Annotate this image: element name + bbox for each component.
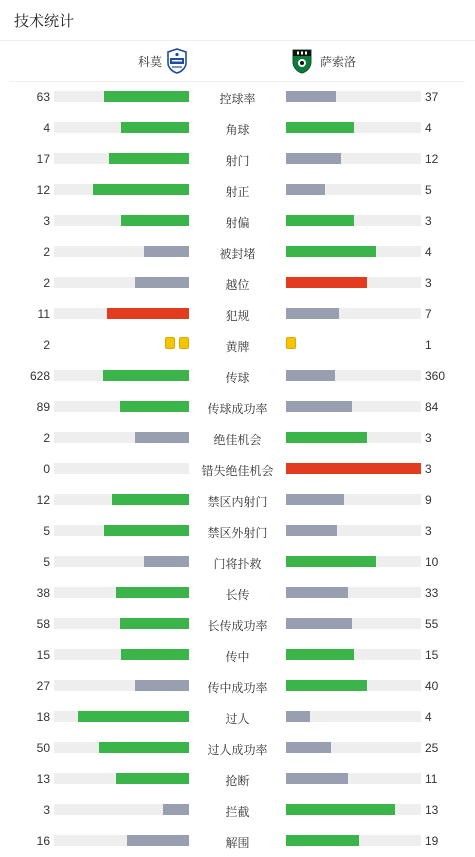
home-stat-bar-fill (121, 122, 189, 133)
stat-label: 禁区内射门 (207, 495, 268, 509)
home-stat-bar-fill (116, 587, 189, 598)
stat-label: 越位 (225, 278, 250, 292)
stat-row (0, 733, 475, 764)
home-stat-bar (54, 525, 189, 536)
home-stat-value: 16 (36, 834, 50, 848)
away-team-logo-icon (291, 48, 313, 74)
home-stat-bar (54, 184, 189, 195)
away-stat-bar (286, 277, 421, 288)
away-stat-bar (286, 401, 421, 412)
home-stat-bar (54, 711, 189, 722)
away-stat-bar-fill (286, 525, 337, 536)
away-stat-value: 55 (425, 617, 439, 631)
stat-label: 过人成功率 (207, 743, 268, 757)
away-stat-bar-fill (286, 463, 421, 474)
stat-row (0, 454, 475, 485)
home-stat-value: 15 (36, 648, 50, 662)
stat-label: 角球 (225, 123, 250, 137)
home-stat-value: 2 (43, 338, 50, 352)
stat-label: 被封堵 (219, 247, 256, 261)
home-stat-value: 12 (36, 493, 50, 507)
away-stat-value: 12 (425, 152, 439, 166)
away-stat-bar-fill (286, 153, 341, 164)
home-stat-bar (54, 432, 189, 443)
away-stat-bar (286, 587, 421, 598)
home-stat-bar-fill (135, 432, 189, 443)
home-stat-value: 3 (43, 214, 50, 228)
away-stat-value: 4 (425, 245, 432, 259)
home-stat-bar-fill (103, 370, 189, 381)
stat-row (0, 330, 475, 361)
home-yellow-cards (165, 337, 189, 350)
away-stat-value: 15 (425, 648, 439, 662)
away-stat-bar-fill (286, 308, 339, 319)
away-stat-value: 19 (425, 834, 439, 848)
home-stat-value: 63 (36, 90, 50, 104)
home-stat-bar (54, 277, 189, 288)
home-stat-bar (54, 835, 189, 846)
home-stat-bar (54, 804, 189, 815)
away-stat-value: 13 (425, 803, 439, 817)
away-stat-value: 3 (425, 431, 432, 445)
away-stat-bar (286, 680, 421, 691)
home-stat-bar (54, 215, 189, 226)
away-stat-bar (286, 618, 421, 629)
home-stat-bar (54, 463, 189, 474)
stat-label: 门将扑救 (213, 557, 262, 571)
stat-label: 长传 (225, 588, 250, 602)
stat-row (0, 516, 475, 547)
home-stat-bar-fill (78, 711, 189, 722)
stat-row (0, 423, 475, 454)
stat-row (0, 826, 475, 857)
home-stat-bar-fill (121, 215, 189, 226)
home-stat-value: 4 (43, 121, 50, 135)
away-stat-bar-fill (286, 649, 354, 660)
away-stat-value: 40 (425, 679, 439, 693)
away-stat-bar (286, 494, 421, 505)
away-stat-bar (286, 432, 421, 443)
away-stat-bar-fill (286, 773, 348, 784)
divider (0, 40, 475, 41)
stat-label: 传球成功率 (207, 402, 268, 416)
away-stat-value: 360 (425, 369, 446, 383)
home-stat-bar-fill (127, 835, 189, 846)
stat-label: 解围 (225, 836, 250, 850)
away-stat-value: 10 (425, 555, 439, 569)
away-stat-bar (286, 184, 421, 195)
home-stat-value: 2 (43, 276, 50, 290)
away-stat-value: 7 (425, 307, 432, 321)
home-stat-value: 27 (36, 679, 50, 693)
home-stat-value: 11 (37, 307, 50, 321)
stat-label: 禁区外射门 (207, 526, 268, 540)
stat-label: 绝佳机会 (213, 433, 262, 447)
away-stat-bar-fill (286, 91, 336, 102)
home-stat-bar (54, 246, 189, 257)
home-stat-bar (54, 401, 189, 412)
home-stat-value: 17 (36, 152, 50, 166)
home-stat-value: 3 (43, 803, 50, 817)
home-stat-bar (54, 308, 189, 319)
away-stat-value: 25 (425, 741, 439, 755)
away-stat-bar (286, 215, 421, 226)
away-stat-bar-fill (286, 711, 310, 722)
away-stat-bar (286, 122, 421, 133)
stat-row (0, 268, 475, 299)
away-stat-bar-fill (286, 370, 335, 381)
home-stat-value: 38 (36, 586, 50, 600)
away-stat-value: 84 (425, 400, 439, 414)
home-stat-bar (54, 370, 189, 381)
home-stat-value: 5 (43, 524, 50, 538)
stat-row (0, 237, 475, 268)
home-stat-bar (54, 122, 189, 133)
stat-row (0, 702, 475, 733)
away-stat-bar-fill (286, 122, 354, 133)
home-stat-bar-fill (99, 742, 189, 753)
away-stat-value: 4 (425, 121, 432, 135)
stat-row (0, 795, 475, 826)
away-stat-bar-fill (286, 246, 376, 257)
away-stat-bar-fill (286, 742, 331, 753)
home-stat-bar-fill (144, 246, 189, 257)
away-team-name: 萨索洛 (320, 55, 357, 69)
away-yellow-cards (286, 337, 296, 350)
away-stat-bar (286, 370, 421, 381)
stat-label: 犯规 (225, 309, 250, 323)
away-stat-value: 33 (425, 586, 439, 600)
stat-row (0, 671, 475, 702)
home-stat-bar (54, 556, 189, 567)
stat-row (0, 206, 475, 237)
away-stat-bar-fill (286, 556, 376, 567)
home-stat-bar-fill (116, 773, 189, 784)
stat-label: 射门 (225, 154, 250, 168)
stat-row (0, 547, 475, 578)
home-stat-bar (54, 680, 189, 691)
away-stat-value: 11 (425, 772, 438, 786)
home-stat-bar (54, 153, 189, 164)
stat-row (0, 144, 475, 175)
teams-header (0, 44, 475, 78)
yellow-card-icon (179, 337, 189, 349)
away-stat-bar (286, 91, 421, 102)
home-stat-bar (54, 91, 189, 102)
stat-row (0, 485, 475, 516)
away-stat-bar (286, 773, 421, 784)
stat-label: 抢断 (225, 774, 250, 788)
stat-row (0, 82, 475, 113)
home-stat-value: 0 (43, 462, 50, 476)
stat-row (0, 764, 475, 795)
stat-label: 黄牌 (225, 340, 250, 354)
away-stat-bar (286, 525, 421, 536)
away-stat-bar (286, 246, 421, 257)
away-stat-bar-fill (286, 401, 352, 412)
away-stat-bar-fill (286, 680, 367, 691)
home-stat-value: 12 (36, 183, 50, 197)
away-stat-value: 37 (425, 90, 439, 104)
away-stat-value: 5 (425, 183, 432, 197)
away-stat-bar (286, 463, 421, 474)
home-stat-value: 89 (36, 400, 50, 414)
home-stat-bar-fill (120, 401, 189, 412)
home-stat-value: 13 (36, 772, 50, 786)
stat-row (0, 175, 475, 206)
away-stat-bar-fill (286, 494, 344, 505)
home-team-logo-icon (166, 48, 188, 74)
stat-label: 传球 (225, 371, 250, 385)
page-title: 技术统计 (14, 13, 75, 30)
away-stat-bar (286, 711, 421, 722)
home-stat-bar-fill (163, 804, 189, 815)
away-stat-value: 1 (425, 338, 432, 352)
home-stat-bar-fill (135, 277, 189, 288)
away-stat-bar-fill (286, 587, 348, 598)
stat-row (0, 392, 475, 423)
stat-label: 传中 (225, 650, 250, 664)
stat-label: 控球率 (219, 92, 256, 106)
home-stat-value: 628 (29, 369, 50, 383)
stat-label: 传中成功率 (207, 681, 268, 695)
home-stat-bar-fill (120, 618, 189, 629)
stat-label: 射偏 (225, 216, 250, 230)
away-stat-bar-fill (286, 184, 325, 195)
yellow-card-icon (165, 337, 175, 349)
home-stat-bar-fill (107, 308, 189, 319)
home-stat-bar-fill (93, 184, 189, 195)
home-stat-bar (54, 773, 189, 784)
stat-label: 错失绝佳机会 (201, 464, 274, 478)
away-stat-bar (286, 742, 421, 753)
away-stat-bar (286, 649, 421, 660)
stat-row (0, 578, 475, 609)
stat-row (0, 113, 475, 144)
home-stat-bar-fill (104, 525, 189, 536)
stat-label: 长传成功率 (207, 619, 268, 633)
stats-list (0, 82, 475, 857)
home-stat-value: 2 (43, 431, 50, 445)
stat-label: 过人 (225, 712, 250, 726)
home-stat-bar-fill (135, 680, 189, 691)
stat-row (0, 640, 475, 671)
home-stat-bar-fill (144, 556, 189, 567)
home-stat-bar (54, 494, 189, 505)
away-stat-bar-fill (286, 835, 359, 846)
away-stat-bar-fill (286, 618, 352, 629)
home-stat-value: 18 (36, 710, 50, 724)
away-stat-bar-fill (286, 277, 367, 288)
away-stat-bar (286, 153, 421, 164)
home-stat-bar-fill (121, 649, 189, 660)
away-stat-value: 9 (425, 493, 432, 507)
home-team-name: 科莫 (137, 55, 162, 69)
home-stat-bar (54, 742, 189, 753)
yellow-card-icon (286, 337, 296, 349)
away-stat-value: 3 (425, 524, 432, 538)
home-stat-bar (54, 587, 189, 598)
away-stat-bar (286, 835, 421, 846)
away-stat-bar-fill (286, 215, 354, 226)
home-stat-value: 2 (43, 245, 50, 259)
home-stat-bar-fill (112, 494, 189, 505)
away-stat-bar-fill (286, 432, 367, 443)
home-stat-bar-fill (109, 153, 189, 164)
away-stat-value: 3 (425, 276, 432, 290)
home-stat-value: 5 (43, 555, 50, 569)
home-stat-bar (54, 618, 189, 629)
stat-label: 拦截 (225, 805, 250, 819)
home-stat-value: 50 (36, 741, 50, 755)
home-stat-bar-fill (104, 91, 189, 102)
home-stat-bar (54, 649, 189, 660)
away-stat-value: 4 (425, 710, 432, 724)
away-stat-bar-fill (286, 804, 395, 815)
away-stat-bar (286, 308, 421, 319)
away-stat-bar (286, 804, 421, 815)
away-stat-bar (286, 556, 421, 567)
stat-row (0, 299, 475, 330)
away-stat-value: 3 (425, 214, 432, 228)
away-stat-value: 3 (425, 462, 432, 476)
stat-label: 射正 (225, 185, 250, 199)
stat-row (0, 609, 475, 640)
stat-row (0, 361, 475, 392)
home-stat-value: 58 (36, 617, 50, 631)
